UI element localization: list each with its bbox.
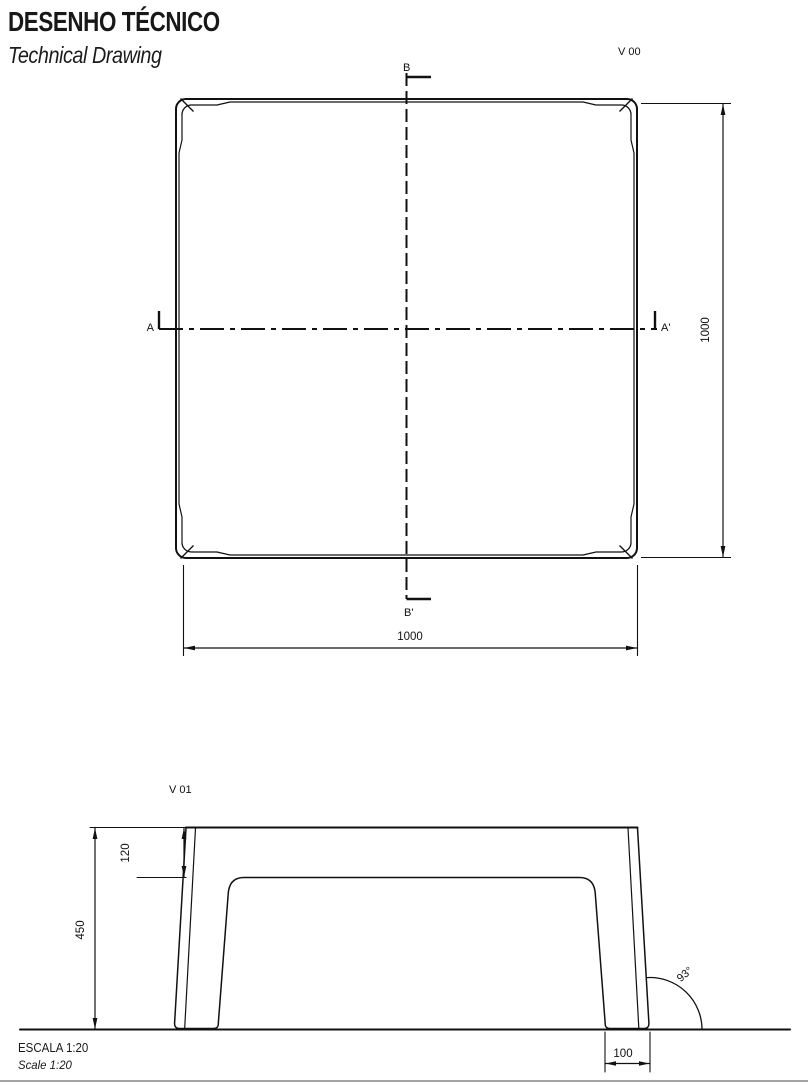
dim-foot-width	[605, 1032, 650, 1072]
dim-label-width: 1000	[397, 631, 423, 643]
section-label-b-prime: B'	[404, 607, 414, 619]
dim-side-height	[75, 828, 97, 1030]
arrowhead-down	[721, 546, 726, 557]
page-subtitle: Technical Drawing	[8, 42, 162, 68]
side-view	[20, 784, 790, 1072]
top-view	[147, 46, 731, 656]
arrowhead-left	[184, 646, 195, 651]
dim-label-100: 100	[613, 1048, 633, 1060]
left-leg-edge-line	[185, 828, 196, 1028]
bottom-border-rule	[0, 1080, 808, 1082]
leg-corner-top-left	[181, 99, 194, 115]
arrowhead-down	[93, 1018, 98, 1029]
table-silhouette	[175, 828, 649, 1029]
arrowhead-up	[721, 104, 726, 115]
scale-block	[18, 1040, 94, 1073]
scale-label-pt: ESCALA 1:20	[18, 1041, 89, 1055]
section-label-a: A	[146, 322, 154, 334]
arrowhead-right	[639, 1061, 650, 1065]
dim-label-450: 450	[75, 920, 87, 940]
arrowhead-up	[93, 828, 98, 839]
leg-corner-bottom-right	[620, 543, 633, 559]
arrowhead-right	[626, 646, 637, 651]
dim-label-93: 93°	[674, 964, 696, 985]
dim-label-120: 120	[120, 843, 132, 863]
top-view-label: V 00	[618, 46, 641, 58]
side-view-label: V 01	[169, 784, 192, 796]
arrowhead-left	[606, 1061, 617, 1065]
dim-leg-angle	[647, 965, 702, 1030]
page-title: DESENHO TÉCNICO	[8, 6, 220, 37]
arrowhead-down	[182, 866, 187, 877]
section-label-b: B	[403, 62, 411, 74]
dim-apron-depth	[120, 828, 186, 878]
leg-corner-top-right	[620, 99, 633, 115]
section-label-a-prime: A'	[661, 322, 671, 334]
dim-top-view-height	[641, 104, 731, 558]
dim-label-height: 1000	[700, 317, 712, 343]
leg-corner-bottom-left	[181, 543, 194, 559]
angle-arc	[647, 978, 702, 1030]
right-leg-edge-line	[628, 828, 639, 1028]
scale-label-en: Scale 1:20	[18, 1057, 72, 1072]
